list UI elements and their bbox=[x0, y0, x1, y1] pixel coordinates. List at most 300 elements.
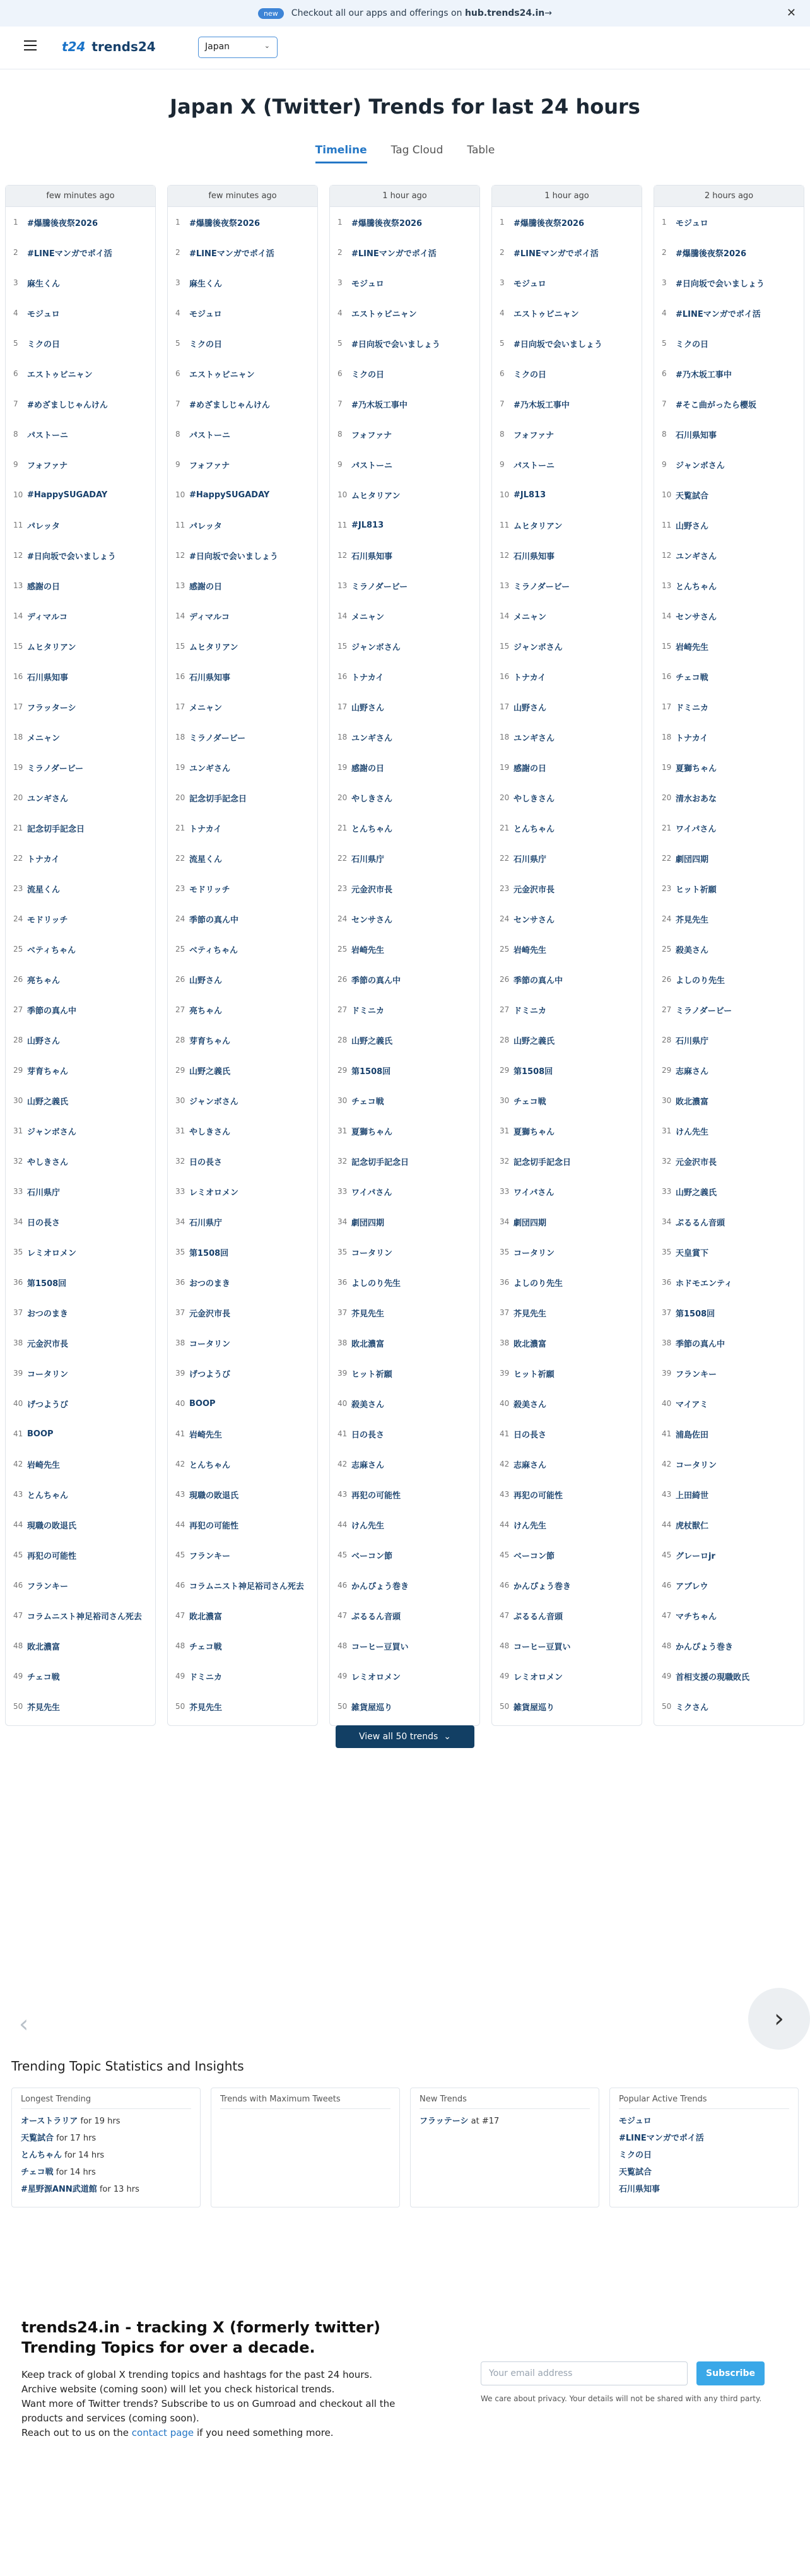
trend-rank: 24 bbox=[662, 914, 672, 923]
trend-link[interactable]: 劇団四期 bbox=[351, 1218, 385, 1228]
trend-link[interactable]: #日向坂で会いましょう bbox=[27, 552, 116, 562]
trend-link[interactable]: #JL813 bbox=[351, 520, 384, 530]
trend-link[interactable]: 現職の敗退氏 bbox=[27, 1521, 77, 1531]
trend-link[interactable]: チェコ戦 bbox=[514, 1097, 546, 1107]
close-icon[interactable]: ✕ bbox=[786, 6, 796, 20]
trend-link[interactable]: センサさん bbox=[514, 915, 555, 925]
trend-link[interactable]: 再犯の可能性 bbox=[189, 1521, 239, 1531]
trend-link[interactable]: 季節の真ん中 bbox=[189, 915, 239, 925]
trend-link[interactable]: とんちゃん bbox=[27, 1491, 69, 1501]
trend-row bbox=[492, 510, 642, 540]
trend-link[interactable]: コーヒー豆買い bbox=[351, 1642, 409, 1652]
trend-link[interactable]: #日向坂で会いましょう bbox=[189, 552, 278, 562]
trend-link[interactable]: ドミニカ bbox=[189, 1672, 223, 1682]
trend-link[interactable]: けん先生 bbox=[514, 1521, 547, 1531]
trend-link[interactable]: けん先生 bbox=[351, 1521, 385, 1531]
trend-link[interactable]: #めざましじゃんけん bbox=[27, 400, 108, 410]
tab-timeline[interactable]: Timeline bbox=[315, 144, 367, 163]
trend-link[interactable]: 日の長さ bbox=[351, 1430, 385, 1440]
trend-link[interactable]: フォファナ bbox=[514, 430, 555, 440]
trend-link[interactable]: ムヒタリアン bbox=[189, 642, 238, 653]
trend-link[interactable]: フォファナ bbox=[189, 461, 230, 471]
trend-link[interactable]: ミクの日 bbox=[676, 340, 709, 350]
trend-link[interactable]: フランキー bbox=[676, 1369, 717, 1380]
stats-trend-link[interactable]: 天覧試合 bbox=[21, 2134, 54, 2143]
trend-link[interactable]: 元金沢市長 bbox=[27, 1339, 69, 1349]
trend-link[interactable]: 石川県庁 bbox=[351, 854, 385, 865]
trend-link[interactable]: メニャン bbox=[189, 703, 223, 713]
trend-link[interactable]: ミクの日 bbox=[351, 370, 385, 380]
trend-link[interactable]: ミラノダービー bbox=[351, 582, 408, 592]
trend-link[interactable]: マイアミ bbox=[676, 1400, 708, 1410]
trend-link[interactable]: かんぴょう巻き bbox=[514, 1581, 572, 1592]
trend-rank: 5 bbox=[500, 339, 505, 348]
stats-trend-link[interactable]: オーストラリア bbox=[21, 2117, 78, 2126]
trend-link[interactable]: コラムニスト神足裕司さん死去 bbox=[27, 1612, 142, 1622]
trend-link[interactable]: ムヒタリアン bbox=[351, 491, 401, 501]
trend-link[interactable]: チェコ戦 bbox=[27, 1672, 60, 1682]
trend-link[interactable]: #LINEマンガでポイ活 bbox=[189, 249, 274, 259]
trend-link[interactable]: #めざましじゃんけん bbox=[189, 400, 270, 410]
trend-link[interactable]: よしのり先生 bbox=[514, 1279, 563, 1289]
trend-link[interactable]: #乃木坂工事中 bbox=[351, 400, 408, 410]
trend-link[interactable]: #爆騰後夜祭2026 bbox=[27, 218, 98, 228]
trend-link[interactable]: #日向坂で会いましょう bbox=[676, 279, 765, 289]
trend-link[interactable]: パストーニ bbox=[189, 430, 231, 440]
trend-column bbox=[329, 185, 480, 1726]
trend-link[interactable]: #LINEマンガでポイ活 bbox=[351, 249, 437, 259]
trend-link[interactable]: 石川県庁 bbox=[514, 854, 547, 865]
trend-link[interactable]: 記念切手記念日 bbox=[514, 1157, 572, 1167]
trend-link[interactable]: 雑貨屋巡り bbox=[514, 1703, 555, 1713]
trend-link[interactable]: 浦島佐田 bbox=[676, 1430, 709, 1440]
trend-link[interactable]: 芽育ちゃん bbox=[189, 1036, 231, 1046]
trend-link[interactable]: ぷるるん音頭 bbox=[514, 1612, 563, 1622]
trend-link[interactable]: 志麻さん bbox=[676, 1066, 709, 1077]
trend-link[interactable]: 現職の敗退氏 bbox=[189, 1491, 239, 1501]
trend-link[interactable]: ジャンボさん bbox=[676, 461, 725, 471]
stats-trend-link[interactable]: #星野源ANN武道館 bbox=[21, 2185, 97, 2194]
trend-link[interactable]: ヒット祈願 bbox=[514, 1369, 555, 1380]
trend-link[interactable]: 石川県知事 bbox=[676, 430, 717, 440]
trend-link[interactable]: 再犯の可能性 bbox=[514, 1491, 563, 1501]
trend-link[interactable]: 亮ちゃん bbox=[27, 976, 61, 986]
trend-link[interactable]: 感謝の日 bbox=[351, 764, 385, 774]
trend-link[interactable]: メニャン bbox=[27, 733, 61, 743]
trend-link[interactable]: モジュロ bbox=[676, 218, 708, 228]
trend-link[interactable]: 山野さん bbox=[676, 521, 709, 531]
trend-link[interactable]: ムヒタリアン bbox=[27, 642, 76, 653]
trend-link[interactable]: ユンギさん bbox=[514, 733, 555, 743]
trend-link[interactable]: #日向坂で会いましょう bbox=[351, 340, 440, 350]
hub-link[interactable]: hub.trends24.in bbox=[464, 8, 545, 18]
tab-tag-cloud[interactable]: Tag Cloud bbox=[390, 144, 443, 157]
contact-link[interactable]: contact page bbox=[131, 2427, 194, 2438]
trend-link[interactable]: 石川県庁 bbox=[27, 1188, 61, 1198]
trend-rank: 31 bbox=[175, 1126, 185, 1135]
trend-link[interactable]: 流星くん bbox=[189, 854, 223, 865]
trend-link[interactable]: #爆騰後夜祭2026 bbox=[189, 218, 261, 228]
trend-link[interactable]: ワイパさん bbox=[351, 1188, 392, 1198]
trend-link[interactable]: パストーニ bbox=[27, 430, 69, 440]
trend-link[interactable]: ぷるるん音頭 bbox=[351, 1612, 401, 1622]
trend-link[interactable]: トナカイ bbox=[351, 673, 384, 683]
trend-link[interactable]: ワイパさん bbox=[676, 824, 717, 834]
trend-link[interactable]: 清水おあな bbox=[676, 794, 717, 804]
trend-link[interactable]: げつようび bbox=[189, 1369, 231, 1380]
country-select[interactable] bbox=[198, 37, 278, 58]
trend-link[interactable]: ミラノダービー bbox=[189, 733, 246, 743]
trend-link[interactable]: ベティちゃん bbox=[27, 945, 76, 955]
trend-link[interactable]: 元金沢市長 bbox=[189, 1309, 231, 1319]
trend-link[interactable]: 敗北濃富 bbox=[351, 1339, 385, 1349]
about-line-2: Archive website (coming soon) will let you check historical trends. bbox=[21, 2384, 335, 2395]
trend-link[interactable]: 山野之義氏 bbox=[351, 1036, 393, 1046]
trend-link[interactable]: #乃木坂工事中 bbox=[676, 370, 732, 380]
trend-link[interactable]: 敗北濃富 bbox=[514, 1339, 547, 1349]
trend-rank: 28 bbox=[175, 1036, 185, 1044]
trend-row bbox=[330, 722, 479, 752]
trend-link[interactable]: コータリン bbox=[351, 1248, 393, 1258]
trend-link[interactable]: レミオロメン bbox=[351, 1672, 401, 1682]
trend-link[interactable]: ミクの日 bbox=[189, 340, 223, 350]
trend-link[interactable]: やしきさん bbox=[27, 1157, 69, 1167]
stats-trend-link[interactable]: #LINEマンガでポイ活 bbox=[619, 2134, 704, 2143]
trend-link[interactable]: ミクの日 bbox=[514, 370, 547, 380]
trend-link[interactable]: #爆騰後夜祭2026 bbox=[514, 218, 585, 228]
trend-link[interactable]: コーヒー豆買い bbox=[514, 1642, 571, 1652]
trend-link[interactable]: 天覧試合 bbox=[676, 491, 709, 501]
trend-link[interactable]: ミラノダービー bbox=[514, 582, 570, 592]
trend-link[interactable]: 山野さん bbox=[189, 976, 223, 986]
trend-link[interactable]: 志麻さん bbox=[514, 1460, 547, 1470]
logo[interactable] bbox=[62, 39, 156, 54]
trend-link[interactable]: 再犯の可能性 bbox=[27, 1551, 77, 1561]
trend-link[interactable]: ジャンボさん bbox=[27, 1127, 76, 1137]
trend-link[interactable]: 芥見先生 bbox=[189, 1703, 223, 1713]
trend-link[interactable]: 殺美さん bbox=[676, 945, 709, 955]
trend-link[interactable]: ディマルコ bbox=[189, 612, 230, 622]
trend-link[interactable]: 石川県知事 bbox=[189, 673, 231, 683]
trend-row bbox=[330, 1176, 479, 1207]
stats-trend-link[interactable]: ミクの日 bbox=[619, 2151, 652, 2160]
trend-link[interactable]: ぷるるん音頭 bbox=[676, 1218, 725, 1228]
trend-link[interactable]: BOOP bbox=[189, 1398, 216, 1409]
trend-link[interactable]: 岩崎先生 bbox=[676, 642, 709, 653]
trend-link[interactable]: コータリン bbox=[676, 1460, 717, 1470]
trend-link[interactable]: モジュロ bbox=[351, 279, 384, 289]
trend-link[interactable]: チェコ戦 bbox=[351, 1097, 384, 1107]
trend-link[interactable]: 山野之義氏 bbox=[189, 1066, 231, 1077]
trend-link[interactable]: 敗北濃富 bbox=[27, 1642, 61, 1652]
trend-link[interactable]: 亮ちゃん bbox=[189, 1006, 223, 1016]
trend-link[interactable]: センサさん bbox=[676, 612, 717, 622]
stats-trend-link[interactable]: チェコ戦 bbox=[21, 2168, 54, 2177]
trend-link[interactable]: ユンギさん bbox=[676, 552, 717, 562]
trend-link[interactable]: トナカイ bbox=[27, 854, 60, 865]
trend-link[interactable]: 麻生くん bbox=[27, 279, 61, 289]
trend-link[interactable]: 岩崎先生 bbox=[27, 1460, 61, 1470]
trend-link[interactable]: メニャン bbox=[351, 612, 385, 622]
trend-row bbox=[168, 298, 317, 328]
trend-link[interactable]: 石川県庁 bbox=[676, 1036, 709, 1046]
trend-link[interactable]: 夏獅ちゃん bbox=[351, 1127, 393, 1137]
trend-link[interactable]: 山野之義氏 bbox=[514, 1036, 555, 1046]
trend-link[interactable]: 季節の真ん中 bbox=[676, 1339, 725, 1349]
subscribe-button[interactable]: Subscribe bbox=[696, 2361, 765, 2385]
trend-link[interactable]: エストゥビニャン bbox=[514, 309, 579, 319]
trend-link[interactable]: コータリン bbox=[514, 1248, 555, 1258]
trend-link[interactable]: 感謝の日 bbox=[514, 764, 547, 774]
trend-rank: 27 bbox=[500, 1005, 510, 1014]
trend-link[interactable]: ムヒタリアン bbox=[514, 521, 563, 531]
trend-link[interactable]: ユンギさん bbox=[351, 733, 393, 743]
trend-link[interactable]: とんちゃん bbox=[514, 824, 555, 834]
trend-link[interactable]: ベーコン節 bbox=[514, 1551, 555, 1561]
trend-link[interactable]: エストゥビニャン bbox=[27, 370, 93, 380]
trend-link[interactable]: 元金沢市長 bbox=[351, 885, 393, 895]
trend-link[interactable]: 山野さん bbox=[27, 1036, 61, 1046]
trend-link[interactable]: 第1508回 bbox=[514, 1066, 553, 1077]
stats-trend-link[interactable]: 石川県知事 bbox=[619, 2185, 660, 2194]
stats-trend-link[interactable]: 天覧試合 bbox=[619, 2168, 652, 2177]
trend-link[interactable]: 感謝の日 bbox=[27, 582, 61, 592]
trend-link[interactable]: 山野之義氏 bbox=[27, 1097, 69, 1107]
trend-link[interactable]: とんちゃん bbox=[351, 824, 393, 834]
trend-link[interactable]: おつのまき bbox=[27, 1309, 68, 1319]
trend-link[interactable]: やしきさん bbox=[351, 794, 393, 804]
trend-link[interactable]: フォファナ bbox=[351, 430, 392, 440]
trend-rank: 26 bbox=[662, 975, 672, 984]
trend-link[interactable]: 首相支援の現職敗氏 bbox=[676, 1672, 750, 1682]
trend-link[interactable]: ユンギさん bbox=[189, 764, 231, 774]
trend-link[interactable]: 夏獅ちゃん bbox=[676, 764, 717, 774]
trend-link[interactable]: 上田綺世 bbox=[676, 1491, 709, 1501]
trend-link[interactable]: 日の長さ bbox=[189, 1157, 223, 1167]
trend-link[interactable]: 山野さん bbox=[351, 703, 385, 713]
trend-link[interactable]: フラッターシ bbox=[27, 703, 76, 713]
trend-link[interactable]: ベティちゃん bbox=[189, 945, 238, 955]
trend-link[interactable]: パレッタ bbox=[27, 521, 60, 531]
trend-link[interactable]: 天皇賞下 bbox=[676, 1248, 709, 1258]
trend-link[interactable]: 麻生くん bbox=[189, 279, 223, 289]
trend-link[interactable]: ジャンボさん bbox=[189, 1097, 238, 1107]
trend-link[interactable]: 山野之義氏 bbox=[676, 1188, 717, 1198]
stats-trend-link[interactable]: とんちゃん bbox=[21, 2151, 62, 2160]
trend-link[interactable]: 芥見先生 bbox=[676, 915, 709, 925]
trend-row bbox=[168, 1419, 317, 1449]
trend-link[interactable]: とんちゃん bbox=[189, 1460, 231, 1470]
trend-link[interactable]: 元金沢市長 bbox=[676, 1157, 717, 1167]
trend-link[interactable]: 敗北濃富 bbox=[676, 1097, 709, 1107]
trend-link[interactable]: フランキー bbox=[189, 1551, 231, 1561]
trend-link[interactable]: #爆騰後夜祭2026 bbox=[676, 249, 747, 259]
trend-link[interactable]: モドリッチ bbox=[189, 885, 230, 895]
trend-link[interactable]: 第1508回 bbox=[351, 1066, 391, 1077]
trend-link[interactable]: やしきさん bbox=[189, 1127, 231, 1137]
trend-link[interactable]: マチちゃん bbox=[676, 1612, 717, 1622]
chevron-right-icon[interactable]: › bbox=[748, 1988, 810, 2050]
page-title: Japan X (Twitter) Trends for last 24 hours bbox=[170, 95, 640, 119]
trend-row bbox=[330, 1358, 479, 1388]
trend-link[interactable]: かんぴょう巻き bbox=[676, 1642, 734, 1652]
trend-link[interactable]: メニャン bbox=[514, 612, 547, 622]
tab-table[interactable]: Table bbox=[467, 144, 495, 157]
trend-link[interactable]: トナカイ bbox=[676, 733, 708, 743]
trend-link[interactable]: #日向坂で会いましょう bbox=[514, 340, 602, 350]
trend-link[interactable]: かんぴょう巻き bbox=[351, 1581, 409, 1592]
trend-link[interactable]: けん先生 bbox=[676, 1127, 709, 1137]
trend-link[interactable]: よしのり先生 bbox=[351, 1279, 401, 1289]
trend-link[interactable]: モジュロ bbox=[189, 309, 222, 319]
stats-item-suffix: for 19 hrs bbox=[80, 2117, 120, 2126]
trend-row bbox=[6, 661, 155, 692]
trend-link[interactable]: 芽育ちゃん bbox=[27, 1066, 69, 1077]
view-all-button[interactable] bbox=[336, 1725, 474, 1748]
trend-link[interactable]: 敗北濃富 bbox=[189, 1612, 223, 1622]
trend-row bbox=[6, 873, 155, 904]
trend-link[interactable]: 季節の真ん中 bbox=[351, 976, 401, 986]
trend-link[interactable]: 志麻さん bbox=[351, 1460, 385, 1470]
trend-link[interactable]: 記念切手記念日 bbox=[351, 1157, 409, 1167]
trend-rank: 31 bbox=[500, 1126, 510, 1135]
trend-link[interactable]: モジュロ bbox=[27, 309, 60, 319]
stats-trend-link[interactable]: フラッテーシ bbox=[420, 2117, 469, 2126]
trend-link[interactable]: ドミニカ bbox=[514, 1006, 547, 1016]
trend-link[interactable]: 雑貨屋巡り bbox=[351, 1703, 393, 1713]
trend-row bbox=[330, 1631, 479, 1661]
trend-link[interactable]: ミクの日 bbox=[27, 340, 61, 350]
trend-link[interactable]: ミラノダービー bbox=[27, 764, 84, 774]
trend-link[interactable]: ジャンボさん bbox=[351, 642, 401, 653]
trend-link[interactable]: 流星くん bbox=[27, 885, 61, 895]
trend-link[interactable]: ジャンボさん bbox=[514, 642, 563, 653]
trend-link[interactable]: #HappySUGADAY bbox=[27, 490, 108, 500]
trend-link[interactable]: エストゥビニャン bbox=[189, 370, 255, 380]
trend-link[interactable]: やしきさん bbox=[514, 794, 555, 804]
trend-link[interactable]: トナカイ bbox=[514, 673, 546, 683]
trend-link[interactable]: 第1508回 bbox=[676, 1309, 715, 1319]
chevron-left-icon[interactable]: ‹ bbox=[19, 2010, 29, 2038]
trend-rank: 11 bbox=[175, 521, 185, 529]
trend-link[interactable]: #HappySUGADAY bbox=[189, 490, 270, 500]
trend-link[interactable]: 石川県庁 bbox=[189, 1218, 223, 1228]
trend-link[interactable]: 季節の真ん中 bbox=[27, 1006, 77, 1016]
trend-rank: 14 bbox=[338, 612, 348, 620]
trend-link[interactable]: レミオロメン bbox=[27, 1248, 77, 1258]
trend-link[interactable]: 夏獅ちゃん bbox=[514, 1127, 555, 1137]
trend-link[interactable]: 劇団四期 bbox=[514, 1218, 547, 1228]
trend-link[interactable]: パストーニ bbox=[514, 461, 555, 471]
trend-link[interactable]: #爆騰後夜祭2026 bbox=[351, 218, 423, 228]
trend-link[interactable]: 殺美さん bbox=[351, 1400, 385, 1410]
trend-link[interactable]: パストーニ bbox=[351, 461, 393, 471]
trend-link[interactable]: コータリン bbox=[189, 1339, 231, 1349]
trend-link[interactable]: よしのり先生 bbox=[676, 976, 725, 986]
trend-link[interactable]: 岩崎先生 bbox=[514, 945, 547, 955]
trend-link[interactable]: 芥見先生 bbox=[514, 1309, 547, 1319]
trend-link[interactable]: 第1508回 bbox=[27, 1279, 67, 1289]
trend-link[interactable]: チェコ戦 bbox=[189, 1642, 222, 1652]
trend-link[interactable]: ディマルコ bbox=[27, 612, 68, 622]
trend-link[interactable]: 山野さん bbox=[514, 703, 547, 713]
trend-link[interactable]: 記念切手記念日 bbox=[27, 824, 85, 834]
trend-link[interactable]: コータリン bbox=[27, 1369, 69, 1380]
trend-link[interactable]: 岩崎先生 bbox=[189, 1430, 223, 1440]
trend-link[interactable]: ヒット祈願 bbox=[676, 885, 717, 895]
trend-link[interactable]: アブレウ bbox=[676, 1581, 708, 1592]
trend-link[interactable]: #LINEマンガでポイ活 bbox=[514, 249, 599, 259]
trend-link[interactable]: 岩崎先生 bbox=[351, 945, 385, 955]
trend-link[interactable]: 元金沢市長 bbox=[514, 885, 555, 895]
trend-link[interactable]: #JL813 bbox=[514, 490, 546, 500]
trend-link[interactable]: ベーコン節 bbox=[351, 1551, 393, 1561]
trend-link[interactable]: ヒット祈願 bbox=[351, 1369, 392, 1380]
about-line-1: Keep track of global X trending topics and hashtags for the past 24 hours. bbox=[21, 2369, 373, 2380]
trend-link[interactable]: パレッタ bbox=[189, 521, 222, 531]
trend-link[interactable]: 記念切手記念日 bbox=[189, 794, 247, 804]
trend-link[interactable]: ホドモエンティ bbox=[676, 1279, 732, 1289]
trend-rank: 2 bbox=[338, 248, 343, 257]
trend-link[interactable]: チェコ戦 bbox=[676, 673, 708, 683]
trend-link[interactable]: #乃木坂工事中 bbox=[514, 400, 570, 410]
trend-link[interactable]: 殺美さん bbox=[514, 1400, 547, 1410]
trend-link[interactable]: げつようび bbox=[27, 1400, 69, 1410]
trend-link[interactable]: センサさん bbox=[351, 915, 393, 925]
trend-link[interactable]: 感謝の日 bbox=[189, 582, 223, 592]
trend-link[interactable]: 再犯の可能性 bbox=[351, 1491, 401, 1501]
trend-link[interactable]: 芥見先生 bbox=[27, 1703, 61, 1713]
trend-link[interactable]: フランキー bbox=[27, 1581, 69, 1592]
trend-link[interactable]: 石川県知事 bbox=[27, 673, 69, 683]
trend-rank: 20 bbox=[662, 793, 672, 802]
trend-link[interactable]: ミラノダービー bbox=[676, 1006, 732, 1016]
trend-link[interactable]: ミクさん bbox=[676, 1703, 709, 1713]
trend-link[interactable]: 日の長さ bbox=[27, 1218, 61, 1228]
trend-link[interactable]: レミオロメン bbox=[189, 1188, 239, 1198]
menu-icon[interactable] bbox=[24, 40, 37, 50]
trend-link[interactable]: エストゥビニャン bbox=[351, 309, 417, 319]
trend-link[interactable]: レミオロメン bbox=[514, 1672, 563, 1682]
trend-link[interactable]: 日の長さ bbox=[514, 1430, 547, 1440]
trend-link[interactable]: 石川県知事 bbox=[351, 552, 393, 562]
trend-link[interactable]: コラムニスト神足裕司さん死去 bbox=[189, 1581, 304, 1592]
trend-link[interactable]: ユンギさん bbox=[27, 794, 69, 804]
trend-link[interactable]: フォファナ bbox=[27, 461, 68, 471]
email-field[interactable]: Your email address bbox=[481, 2361, 688, 2385]
trend-link[interactable]: 第1508回 bbox=[189, 1248, 229, 1258]
trend-link[interactable]: ドミニカ bbox=[676, 703, 709, 713]
trend-link[interactable]: BOOP bbox=[27, 1429, 54, 1439]
trend-link[interactable]: 季節の真ん中 bbox=[514, 976, 563, 986]
trend-link[interactable]: 芥見先生 bbox=[351, 1309, 385, 1319]
trend-link[interactable]: 石川県知事 bbox=[514, 552, 555, 562]
trend-link[interactable]: グレーロjr bbox=[676, 1551, 715, 1561]
trend-link[interactable]: ドミニカ bbox=[351, 1006, 385, 1016]
trend-link[interactable]: #そこ曲がったら櫻坂 bbox=[676, 400, 756, 410]
trend-link[interactable]: ワイパさん bbox=[514, 1188, 555, 1198]
trend-link[interactable]: #LINEマンガでポイ活 bbox=[676, 309, 761, 319]
trend-link[interactable]: トナカイ bbox=[189, 824, 222, 834]
trend-link[interactable]: モジュロ bbox=[514, 279, 546, 289]
trend-link[interactable]: モドリッチ bbox=[27, 915, 68, 925]
trend-link[interactable]: 虎杖獣仁 bbox=[676, 1521, 709, 1531]
trend-link[interactable]: 劇団四期 bbox=[676, 854, 709, 865]
stats-trend-link[interactable]: モジュロ bbox=[619, 2117, 652, 2126]
trend-link[interactable]: #LINEマンガでポイ活 bbox=[27, 249, 112, 259]
trend-link[interactable]: とんちゃん bbox=[676, 582, 717, 592]
trend-link[interactable]: おつのまき bbox=[189, 1279, 230, 1289]
